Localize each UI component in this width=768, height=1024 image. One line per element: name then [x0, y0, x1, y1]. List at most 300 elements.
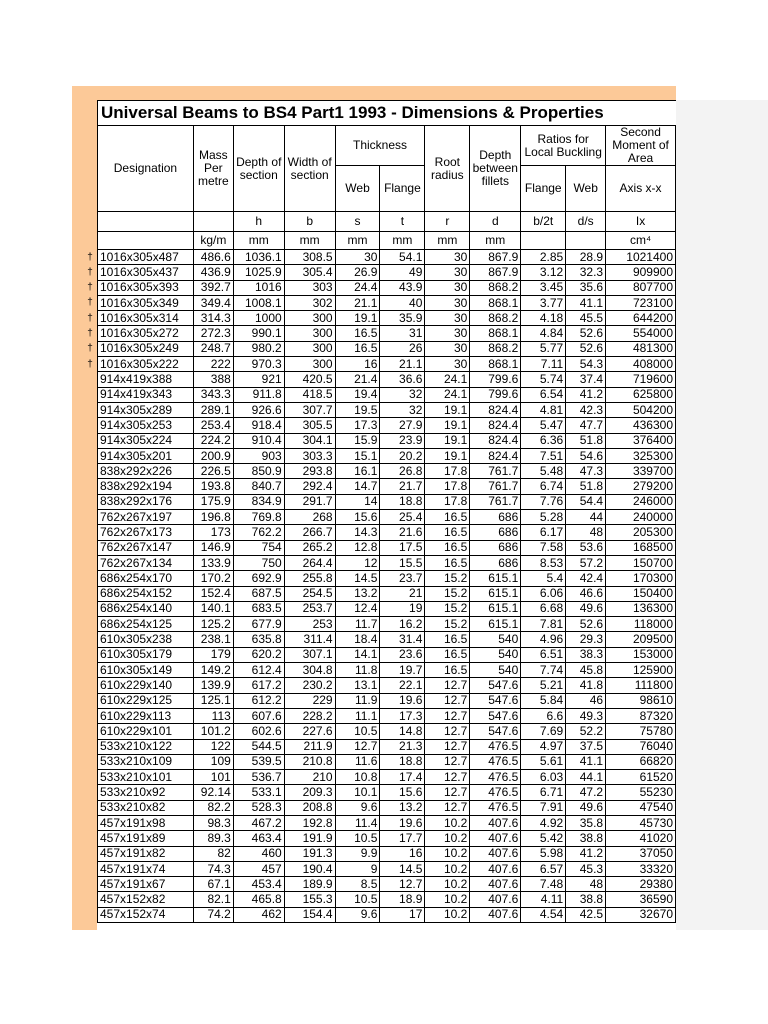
table-row — [98, 647, 676, 662]
spreadsheet — [97, 100, 676, 928]
value-cell: 824.4 — [470, 418, 521, 433]
table-row — [98, 785, 676, 800]
dagger-mark — [84, 555, 96, 570]
value-cell: 149.2 — [193, 663, 233, 678]
value-cell: 7.48 — [521, 877, 566, 892]
value-cell: 227.6 — [284, 724, 335, 739]
header-depth: Depth of section — [233, 126, 284, 212]
value-cell: 476.5 — [470, 770, 521, 785]
designation-cell: 610x229x113 — [98, 708, 194, 723]
designation-cell: 457x191x89 — [98, 831, 194, 846]
value-cell: 617.2 — [233, 678, 284, 693]
value-cell: 229 — [284, 693, 335, 708]
value-cell: 17.8 — [425, 479, 470, 494]
value-cell: 467.2 — [233, 815, 284, 830]
symbol-cell: d — [470, 212, 521, 232]
value-cell: 533.1 — [233, 785, 284, 800]
value-cell: 18.9 — [380, 892, 425, 907]
value-cell: 686 — [470, 540, 521, 555]
background-right — [676, 100, 768, 930]
dagger-mark — [84, 785, 96, 800]
value-cell: 436300 — [606, 418, 676, 433]
value-cell: 13.2 — [335, 586, 380, 601]
value-cell: 10.5 — [335, 724, 380, 739]
value-cell: 30 — [425, 311, 470, 326]
unit-cell — [521, 232, 566, 250]
table-row — [98, 555, 676, 570]
value-cell: 125.2 — [193, 617, 233, 632]
value-cell: 24.1 — [425, 387, 470, 402]
value-cell: 1036.1 — [233, 250, 284, 265]
value-cell: 175.9 — [193, 494, 233, 509]
header-ratios: Ratios for Local Buckling — [521, 126, 606, 166]
value-cell: 30 — [425, 295, 470, 310]
value-cell: 54.1 — [380, 250, 425, 265]
value-cell: 850.9 — [233, 464, 284, 479]
value-cell: 226.5 — [193, 464, 233, 479]
designation-cell: 762x267x173 — [98, 525, 194, 540]
table-row — [98, 861, 676, 876]
value-cell: 47.2 — [566, 785, 606, 800]
value-cell: 16.5 — [425, 632, 470, 647]
unit-cell: mm — [233, 232, 284, 250]
value-cell: 3.77 — [521, 295, 566, 310]
value-cell: 16 — [380, 846, 425, 861]
value-cell: 211.9 — [284, 739, 335, 754]
sheet-header-bar — [72, 86, 676, 100]
value-cell: 38.8 — [566, 831, 606, 846]
value-cell: 10.2 — [425, 861, 470, 876]
value-cell: 15.6 — [335, 510, 380, 525]
value-cell: 460 — [233, 846, 284, 861]
table-row — [98, 708, 676, 723]
value-cell: 32.3 — [566, 265, 606, 280]
value-cell: 10.2 — [425, 831, 470, 846]
value-cell: 52.2 — [566, 724, 606, 739]
value-cell: 686 — [470, 555, 521, 570]
value-cell: 19.6 — [380, 693, 425, 708]
page-title: Universal Beams to BS4 Part1 1993 - Dimensions & Properties — [97, 100, 676, 125]
value-cell: 307.7 — [284, 402, 335, 417]
dagger-mark — [84, 494, 96, 509]
value-cell: 42.3 — [566, 402, 606, 417]
value-cell: 615.1 — [470, 617, 521, 632]
value-cell: 13.2 — [380, 800, 425, 815]
value-cell: 13.1 — [335, 678, 380, 693]
table-row — [98, 510, 676, 525]
table-row — [98, 341, 676, 356]
value-cell: 209500 — [606, 632, 676, 647]
value-cell: 10.2 — [425, 846, 470, 861]
value-cell: 23.9 — [380, 433, 425, 448]
table-row — [98, 892, 676, 907]
value-cell: 170300 — [606, 571, 676, 586]
value-cell: 528.3 — [233, 800, 284, 815]
value-cell: 196.8 — [193, 510, 233, 525]
value-cell: 17.3 — [380, 708, 425, 723]
designation-cell: 1016x305x249 — [98, 341, 194, 356]
designation-cell: 762x267x197 — [98, 510, 194, 525]
value-cell: 868.2 — [470, 311, 521, 326]
value-cell: 74.2 — [193, 907, 233, 922]
table-row — [98, 571, 676, 586]
value-cell: 754 — [233, 540, 284, 555]
value-cell: 824.4 — [470, 433, 521, 448]
value-cell: 37.4 — [566, 372, 606, 387]
value-cell: 16.5 — [425, 540, 470, 555]
header-root-radius: Root radius — [425, 126, 470, 212]
table-row — [98, 800, 676, 815]
value-cell: 457 — [233, 861, 284, 876]
value-cell: 279200 — [606, 479, 676, 494]
value-cell: 291.7 — [284, 494, 335, 509]
designation-cell: 533x210x122 — [98, 739, 194, 754]
value-cell: 1025.9 — [233, 265, 284, 280]
designation-cell: 1016x305x314 — [98, 311, 194, 326]
value-cell: 7.76 — [521, 494, 566, 509]
value-cell: 407.6 — [470, 892, 521, 907]
value-cell: 5.74 — [521, 372, 566, 387]
beam-table — [97, 125, 676, 923]
value-cell: 990.1 — [233, 326, 284, 341]
value-cell: 24.4 — [335, 280, 380, 295]
header-mass: Mass Per metre — [193, 126, 233, 212]
value-cell: 407.6 — [470, 861, 521, 876]
value-cell: 16 — [335, 357, 380, 372]
value-cell: 12.7 — [335, 739, 380, 754]
value-cell: 253.4 — [193, 418, 233, 433]
value-cell: 807700 — [606, 280, 676, 295]
value-cell: 191.9 — [284, 831, 335, 846]
value-cell: 21.1 — [335, 295, 380, 310]
value-cell: 8.53 — [521, 555, 566, 570]
value-cell: 168500 — [606, 540, 676, 555]
value-cell: 35.8 — [566, 815, 606, 830]
value-cell: 349.4 — [193, 295, 233, 310]
value-cell: 54.4 — [566, 494, 606, 509]
dagger-mark — [84, 372, 96, 387]
value-cell: 761.7 — [470, 464, 521, 479]
value-cell: 61520 — [606, 770, 676, 785]
value-cell: 620.2 — [233, 647, 284, 662]
value-cell: 12.8 — [335, 540, 380, 555]
dagger-mark — [84, 724, 96, 739]
designation-cell: 533x210x92 — [98, 785, 194, 800]
value-cell: 15.2 — [425, 586, 470, 601]
value-cell: 35.9 — [380, 311, 425, 326]
dagger-mark — [84, 846, 96, 861]
dagger-mark: † — [87, 327, 93, 339]
value-cell: 910.4 — [233, 433, 284, 448]
value-cell: 10.2 — [425, 877, 470, 892]
value-cell: 23.6 — [380, 647, 425, 662]
designation-cell: 838x292x176 — [98, 494, 194, 509]
value-cell: 687.5 — [233, 586, 284, 601]
value-cell: 5.61 — [521, 754, 566, 769]
designation-cell: 1016x305x437 — [98, 265, 194, 280]
value-cell: 303.3 — [284, 448, 335, 463]
designation-cell: 1016x305x222 — [98, 357, 194, 372]
value-cell: 926.6 — [233, 402, 284, 417]
value-cell: 7.69 — [521, 724, 566, 739]
table-row — [98, 448, 676, 463]
value-cell: 26 — [380, 341, 425, 356]
value-cell: 266.7 — [284, 525, 335, 540]
symbol-row — [98, 212, 676, 232]
dagger-mark — [84, 540, 96, 555]
symbol-cell: b — [284, 212, 335, 232]
value-cell: 20.2 — [380, 448, 425, 463]
value-cell: 38.3 — [566, 647, 606, 662]
designation-cell: 610x305x179 — [98, 647, 194, 662]
value-cell: 15.6 — [380, 785, 425, 800]
value-cell: 4.84 — [521, 326, 566, 341]
designation-cell: 533x210x101 — [98, 770, 194, 785]
value-cell: 32 — [380, 387, 425, 402]
value-cell: 43.9 — [380, 280, 425, 295]
value-cell: 9 — [335, 861, 380, 876]
value-cell: 47.3 — [566, 464, 606, 479]
value-cell: 55230 — [606, 785, 676, 800]
dagger-mark — [84, 770, 96, 785]
value-cell: 49.6 — [566, 601, 606, 616]
value-cell: 1000 — [233, 311, 284, 326]
value-cell: 867.9 — [470, 250, 521, 265]
value-cell: 300 — [284, 341, 335, 356]
value-cell: 92.14 — [193, 785, 233, 800]
dagger-mark — [84, 632, 96, 647]
value-cell: 762.2 — [233, 525, 284, 540]
dagger-mark — [84, 448, 96, 463]
value-cell: 539.5 — [233, 754, 284, 769]
value-cell: 101 — [193, 770, 233, 785]
table-row — [98, 678, 676, 693]
value-cell: 19.1 — [425, 433, 470, 448]
value-cell: 476.5 — [470, 800, 521, 815]
value-cell: 5.84 — [521, 693, 566, 708]
value-cell: 17.8 — [425, 464, 470, 479]
value-cell: 49.6 — [566, 800, 606, 815]
designation-cell: 914x305x289 — [98, 402, 194, 417]
table-row — [98, 311, 676, 326]
value-cell: 16.5 — [425, 510, 470, 525]
symbol-cell — [98, 212, 194, 232]
value-cell: 504200 — [606, 402, 676, 417]
value-cell: 253 — [284, 617, 335, 632]
table-row — [98, 479, 676, 494]
value-cell: 47540 — [606, 800, 676, 815]
designation-cell: 533x210x82 — [98, 800, 194, 815]
value-cell: 46 — [566, 693, 606, 708]
value-cell: 5.98 — [521, 846, 566, 861]
value-cell: 799.6 — [470, 372, 521, 387]
value-cell: 44 — [566, 510, 606, 525]
value-cell: 921 — [233, 372, 284, 387]
value-cell: 32670 — [606, 907, 676, 922]
value-cell: 30 — [425, 357, 470, 372]
dagger-mark — [84, 601, 96, 616]
dagger-mark — [84, 815, 96, 830]
value-cell: 408000 — [606, 357, 676, 372]
dagger-mark — [84, 861, 96, 876]
value-cell: 41020 — [606, 831, 676, 846]
table-row — [98, 693, 676, 708]
value-cell: 98.3 — [193, 815, 233, 830]
value-cell: 436.9 — [193, 265, 233, 280]
value-cell: 6.54 — [521, 387, 566, 402]
value-cell: 407.6 — [470, 907, 521, 922]
value-cell: 53.6 — [566, 540, 606, 555]
value-cell: 16.5 — [335, 326, 380, 341]
value-cell: 7.74 — [521, 663, 566, 678]
value-cell: 723100 — [606, 295, 676, 310]
value-cell: 769.8 — [233, 510, 284, 525]
value-cell: 19.1 — [425, 402, 470, 417]
value-cell: 304.8 — [284, 663, 335, 678]
value-cell: 33320 — [606, 861, 676, 876]
unit-row — [98, 232, 676, 250]
value-cell: 29.3 — [566, 632, 606, 647]
symbol-cell: t — [380, 212, 425, 232]
value-cell: 4.81 — [521, 402, 566, 417]
value-cell: 343.3 — [193, 387, 233, 402]
value-cell: 26.8 — [380, 464, 425, 479]
value-cell: 7.11 — [521, 357, 566, 372]
designation-cell: 1016x305x349 — [98, 295, 194, 310]
value-cell: 52.6 — [566, 617, 606, 632]
value-cell: 136300 — [606, 601, 676, 616]
designation-cell: 686x254x140 — [98, 601, 194, 616]
value-cell: 30 — [425, 265, 470, 280]
symbol-cell: h — [233, 212, 284, 232]
value-cell: 761.7 — [470, 479, 521, 494]
designation-cell: 914x419x388 — [98, 372, 194, 387]
value-cell: 4.11 — [521, 892, 566, 907]
value-cell: 14 — [335, 494, 380, 509]
value-cell: 305.4 — [284, 265, 335, 280]
value-cell: 5.28 — [521, 510, 566, 525]
value-cell: 824.4 — [470, 402, 521, 417]
value-cell: 10.2 — [425, 892, 470, 907]
dagger-mark — [84, 754, 96, 769]
value-cell: 17.8 — [425, 494, 470, 509]
value-cell: 74.3 — [193, 861, 233, 876]
value-cell: 12.7 — [425, 770, 470, 785]
value-cell: 300 — [284, 357, 335, 372]
designation-cell: 610x229x140 — [98, 678, 194, 693]
value-cell: 10.8 — [335, 770, 380, 785]
designation-cell: 1016x305x487 — [98, 250, 194, 265]
value-cell: 153000 — [606, 647, 676, 662]
value-cell: 21 — [380, 586, 425, 601]
value-cell: 14.5 — [335, 571, 380, 586]
value-cell: 45.3 — [566, 861, 606, 876]
dagger-mark: † — [87, 282, 93, 294]
table-row — [98, 265, 676, 280]
value-cell: 26.9 — [335, 265, 380, 280]
value-cell: 840.7 — [233, 479, 284, 494]
designation-cell: 686x254x152 — [98, 586, 194, 601]
value-cell: 150400 — [606, 586, 676, 601]
unit-cell: kg/m — [193, 232, 233, 250]
value-cell: 18.8 — [380, 494, 425, 509]
value-cell: 476.5 — [470, 785, 521, 800]
value-cell: 376400 — [606, 433, 676, 448]
value-cell: 45.5 — [566, 311, 606, 326]
value-cell: 19.1 — [335, 311, 380, 326]
value-cell: 38.8 — [566, 892, 606, 907]
header-width: Width of section — [284, 126, 335, 212]
value-cell: 407.6 — [470, 877, 521, 892]
value-cell: 41.1 — [566, 295, 606, 310]
value-cell: 15.1 — [335, 448, 380, 463]
value-cell: 101.2 — [193, 724, 233, 739]
value-cell: 12.7 — [425, 754, 470, 769]
value-cell: 210 — [284, 770, 335, 785]
value-cell: 339700 — [606, 464, 676, 479]
value-cell: 16.5 — [425, 555, 470, 570]
value-cell: 7.81 — [521, 617, 566, 632]
value-cell: 200.9 — [193, 448, 233, 463]
value-cell: 19.6 — [380, 815, 425, 830]
symbol-cell: d/s — [566, 212, 606, 232]
value-cell: 240000 — [606, 510, 676, 525]
table-row — [98, 770, 676, 785]
designation-cell: 610x305x149 — [98, 663, 194, 678]
value-cell: 6.17 — [521, 525, 566, 540]
dagger-mark: † — [87, 343, 93, 355]
value-cell: 6.68 — [521, 601, 566, 616]
value-cell: 625800 — [606, 387, 676, 402]
value-cell: 6.03 — [521, 770, 566, 785]
value-cell: 692.9 — [233, 571, 284, 586]
table-row — [98, 372, 676, 387]
dagger-mark — [84, 708, 96, 723]
designation-cell: 457x152x82 — [98, 892, 194, 907]
value-cell: 28.9 — [566, 250, 606, 265]
designation-cell: 457x191x67 — [98, 877, 194, 892]
value-cell: 10.2 — [425, 907, 470, 922]
value-cell: 476.5 — [470, 754, 521, 769]
table-row — [98, 494, 676, 509]
dagger-mark — [84, 877, 96, 892]
value-cell: 29380 — [606, 877, 676, 892]
value-cell: 547.6 — [470, 693, 521, 708]
value-cell: 615.1 — [470, 571, 521, 586]
value-cell: 11.6 — [335, 754, 380, 769]
value-cell: 155.3 — [284, 892, 335, 907]
value-cell: 36.6 — [380, 372, 425, 387]
dagger-mark — [84, 739, 96, 754]
table-row — [98, 831, 676, 846]
value-cell: 407.6 — [470, 831, 521, 846]
value-cell: 228.2 — [284, 708, 335, 723]
value-cell: 41.8 — [566, 678, 606, 693]
value-cell: 146.9 — [193, 540, 233, 555]
table-row — [98, 326, 676, 341]
unit-cell: mm — [470, 232, 521, 250]
value-cell: 7.51 — [521, 448, 566, 463]
value-cell: 547.6 — [470, 708, 521, 723]
value-cell: 420.5 — [284, 372, 335, 387]
value-cell: 12.7 — [425, 708, 470, 723]
value-cell: 3.45 — [521, 280, 566, 295]
designation-cell: 762x267x134 — [98, 555, 194, 570]
value-cell: 300 — [284, 311, 335, 326]
value-cell: 205300 — [606, 525, 676, 540]
value-cell: 3.12 — [521, 265, 566, 280]
value-cell: 25.4 — [380, 510, 425, 525]
